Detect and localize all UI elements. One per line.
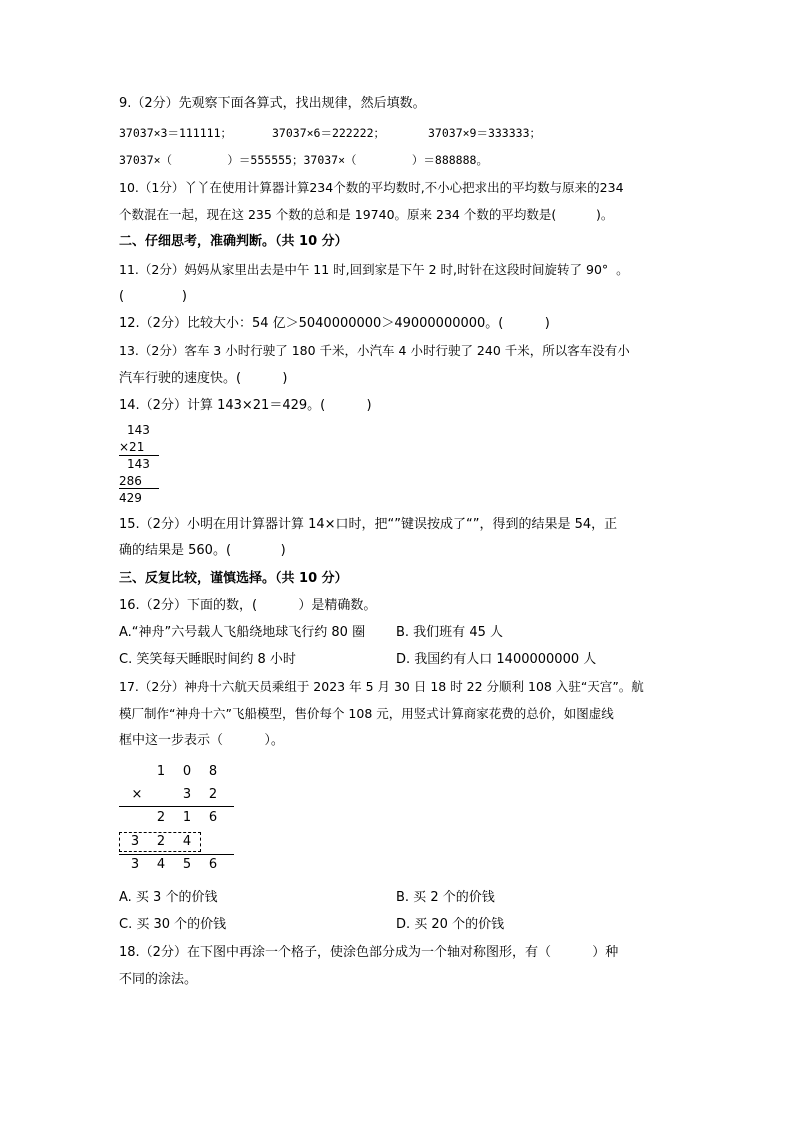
q17-digit: 5	[182, 857, 192, 872]
q10-line1: 10.（1分）丫丫在使用计算器计算234个数的平均数时,不小心把求出的平均数与原来的234	[119, 180, 624, 195]
q15-line2: 确的结果是 560。( )	[119, 543, 286, 558]
q16-option-a: A.“神舟”六号载人飞船绕地球飞行约 80 圈	[119, 625, 366, 640]
q11-line2: ( )	[119, 289, 187, 304]
q17-digit: 6	[208, 857, 218, 872]
q13-line2: 汽车行驶的速度快。( )	[119, 371, 288, 386]
q14-calc-rule	[119, 488, 159, 489]
q15-line1: 15.（2分）小明在用计算器计算 14×口时，把“”键误按成了“”，得到的结果是 54，正	[119, 517, 618, 532]
q17-digit: 3	[182, 787, 192, 802]
q17-digit: 1	[182, 810, 192, 825]
q14-calc-row: 143	[127, 457, 150, 471]
q18-line2: 不同的涂法。	[119, 972, 198, 987]
q18-line1: 18.（2分）在下图中再涂一个格子，使涂色部分成为一个轴对称图形，有（ ）种	[119, 945, 619, 960]
q9-eq3: 37037×9＝333333；	[428, 126, 542, 140]
q17-digit: 2	[156, 834, 166, 849]
q10-line2: 个数混在一起，现在这 235 个数的总和是 19740。原来 234 个数的平均数是( )。	[119, 207, 614, 222]
q9-stem: 9.（2分）先观察下面各算式，找出规律，然后填数。	[119, 96, 426, 111]
q17-line1: 17.（2分）神舟十六航天员乘组于 2023 年 5 月 30 日 18 时 22 分顺利 108 入驻“天宫”。航	[119, 679, 644, 694]
section-3-title: 三、反复比较，谨慎选择。（共 10 分）	[119, 571, 348, 586]
q17-digit: 4	[182, 834, 192, 849]
q17-digit: 6	[208, 810, 218, 825]
q17-digit: 1	[156, 764, 166, 779]
q17-digit: 0	[182, 764, 192, 779]
q9-eq1: 37037×3＝111111；	[119, 126, 233, 140]
q14-line1: 14.（2分）计算 143×21＝429。( )	[119, 398, 372, 413]
q17-line3: 框中这一步表示（ ）。	[119, 733, 284, 748]
q12-line1: 12.（2分）比较大小：54 亿＞5040000000＞49000000000。( )	[119, 316, 550, 331]
q17-option-d: D. 买 20 个的价钱	[396, 917, 505, 932]
q9-eq2: 37037×6＝222222；	[272, 126, 386, 140]
q11-line1: 11.（2分）妈妈从家里出去是中午 11 时,回到家是下午 2 时,时针在这段时间旋转了 90° 。	[119, 262, 629, 277]
q16-option-b: B. 我们班有 45 人	[396, 625, 503, 640]
q17-option-a: A. 买 3 个的价钱	[119, 890, 218, 905]
q17-option-c: C. 买 30 个的价钱	[119, 917, 227, 932]
q17-line2: 模厂制作“神舟十六”飞船模型，售价每个 108 元，用竖式计算商家花费的总价，如图虚线	[119, 706, 614, 721]
section-2-title: 二、仔细思考，准确判断。（共 10 分）	[119, 234, 348, 249]
q17-digit: 2	[208, 787, 218, 802]
q13-line1: 13.（2分）客车 3 小时行驶了 180 千米，小汽车 4 小时行驶了 240 千米，所以客车没有小	[119, 343, 630, 358]
q14-calc-rule	[119, 455, 159, 456]
q16-option-c: C. 笑笑每天睡眠时间约 8 小时	[119, 652, 296, 667]
q16-line1: 16.（2分）下面的数，( ）是精确数。	[119, 598, 377, 613]
q17-calc-rule	[119, 854, 234, 855]
q17-digit: 3	[130, 857, 140, 872]
q17-digit: 3	[130, 834, 140, 849]
q17-times-sign: ×	[131, 787, 143, 802]
q17-digit: 8	[208, 764, 218, 779]
q17-calc-rule	[119, 806, 234, 807]
q14-calc-row: ×21	[119, 440, 145, 454]
q14-calc-row: 143	[127, 423, 150, 437]
q17-digit: 4	[156, 857, 166, 872]
q16-option-d: D. 我国约有人口 1400000000 人	[396, 652, 597, 667]
q17-option-b: B. 买 2 个的价钱	[396, 890, 495, 905]
q17-digit: 2	[156, 810, 166, 825]
q14-calc-row: 429	[119, 491, 142, 505]
q9-eq4: 37037×（ ）＝555555；37037×（ ）＝888888。	[119, 153, 488, 167]
q14-calc-row: 286	[119, 474, 142, 488]
